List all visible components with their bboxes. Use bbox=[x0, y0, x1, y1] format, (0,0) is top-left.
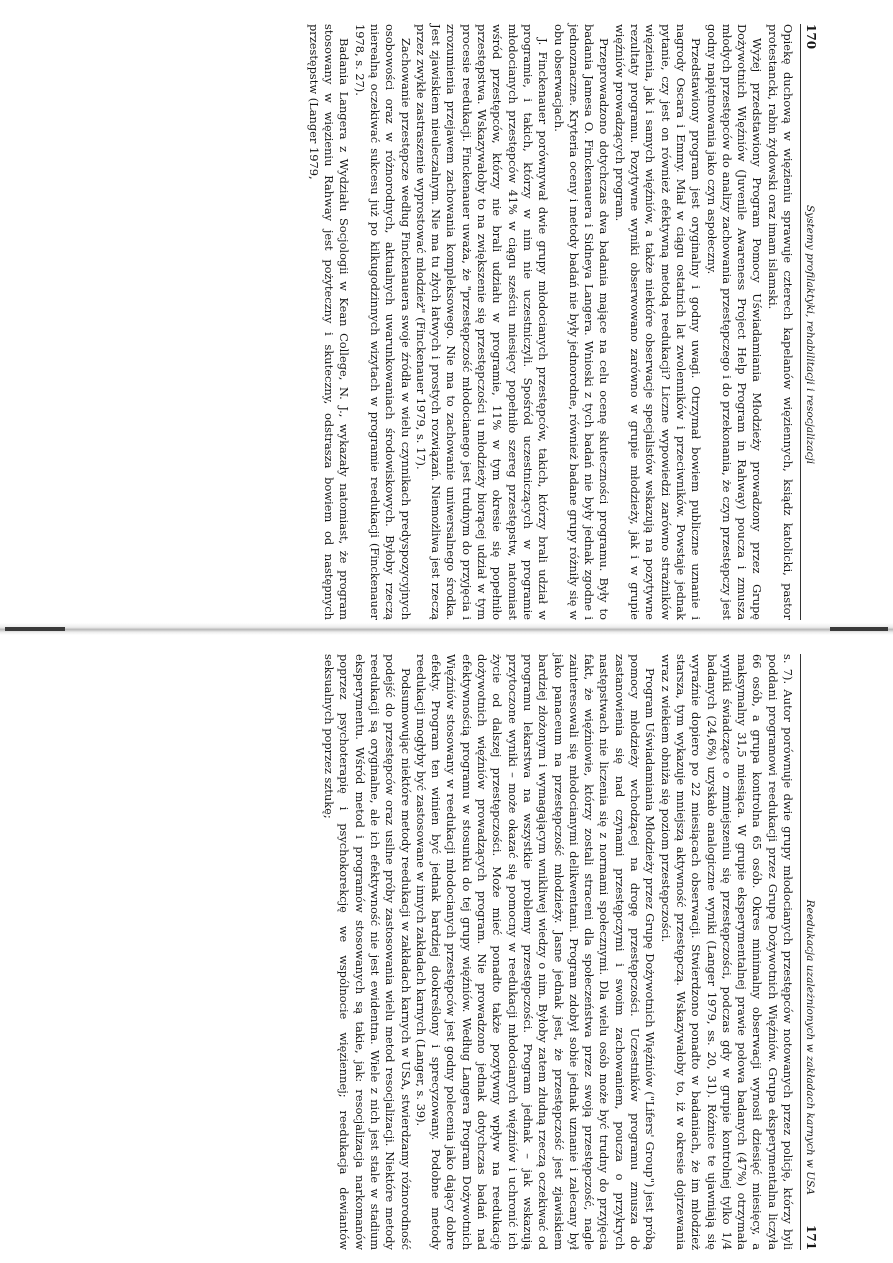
left-page-number: 170 bbox=[804, 24, 818, 50]
paragraph: J. Finckenauer porównywał dwie grupy młodocianych przestępców, takich, którzy brali udział w programie, i takich, którzy w nim nie uczestniczyli. Spośród uczestniczących w programie młodocianych przestępców 41% w ciągu sześciu miesięcy popełniło szereg przestępstw, natomiast wśród przestępców, którzy nie brali udziału w programie, 11% w tym okresie się popełniło przestępstwa. Wskazywałoby to na zwiększenie się przestępczości u młodzieży biorącej udział w tym procesie reedukacji. Finckenauer uważa, że "przestępczość młodocianego jest trudnym do przyjęcia i zrozumienia przejawem zachowania kompleksowego. Nie ma to zachowanie uniwersalnego środka. Jest zjawiskiem nieuleczalnym. Nie ma tu złych łatwych i prostych rozwiązań. Niemożliwa jest rzeczą przez zwykłe zastraszenie wyprostować młodzież" (Finckenauer 1979, s. 17). bbox=[413, 24, 551, 620]
right-running-header bbox=[800, 654, 818, 1250]
left-body-text bbox=[306, 24, 796, 620]
paragraph: Przedstawiony program jest oryginalny i godny uwagi. Otrzymał bowiem publiczne uznanie i nagrody Oscara i Emmy. Miał w ciągu ostatnich lat zwolenników i przeciwników. Powstaje jednak pytanie, czy jest on również efektywną metodą reedukacji? Liczne wypowiedzi zarówno strażników więzienia, jak i samych więźniów, a także niektóre obserwacje specjalistów wskazują na pozytywne rezultaty programu. Pozytywne wyniki obserwowano zarówno w grupie młodzieży, jak i w grupie więźniów prowadzących program. bbox=[612, 24, 704, 620]
page-fold bbox=[0, 623, 893, 635]
left-running-header bbox=[800, 24, 818, 620]
right-running-title: Reedukacja uzależnionych w zakładach karnych w USA bbox=[804, 899, 816, 1195]
paragraph: Podsumowując niektóre metody reedukacji w zakładach karnych w USA, stwierdzamy różnorodność podejść do przestępców oraz usilne próby zastosowania wielu metod resocjalizacji. Niektóre metody reedukacji są oryginalne, ale ich efektywność nie jest ewidentna. Wiele z nich jest stale w stadium eksperymentu. Wśród metod i programów stosowanych są takie, jak: resocjalizacja narkomanów poprzez psychoterapię i psychokorekcję we wspólnocie więziennej; reedukacja dewiantów seksualnych poprzez sztukę; bbox=[322, 654, 413, 1250]
fold-shadow bbox=[5, 627, 65, 631]
paragraph: Badania Langera z Wydziału Socjologii w Kean College, N. J., wykazały natomiast, że program stosowany w więzieniu Rahway jest pożyteczny i skuteczny, odstrasza bowiem od następnych przestępstw (Langer 1979, bbox=[306, 24, 352, 620]
left-running-title: Systemy profilaktyki, rehabilitacji i resocjalizacji bbox=[804, 204, 816, 465]
right-page bbox=[161, 642, 826, 1262]
paragraph: Przeprowadzono dotychczas dwa badania mające na celu ocenę skuteczności programu. Były to badania Jamesa O. Finckenauera i Sidneya Langera. Wnioski z tych badań nie były jednak zgodne i jednoznaczne. Kryteria oceny i metody badań nie były jednorodne, również badane grupy różniły się w obu obserwacjach. bbox=[551, 24, 612, 620]
right-page-number: 171 bbox=[804, 1224, 818, 1250]
fold-shadow bbox=[830, 627, 888, 631]
left-page bbox=[161, 12, 826, 632]
paragraph: Opiekę duchową w więzieniu sprawuje czterech kapelanów więziennych, ksiądz katolicki, pastor protestancki, rabin żydowski oraz imam islamski. bbox=[765, 24, 795, 620]
paragraph: Zachowanie przestępcze według Finckenauera swoje źródła w wielu czynnikach predyspozycyjnych osobowości oraz w różnorodnych, aktualnych uwarunkowaniach środowiskowych. Byłoby rzeczą nierealną oczekiwać sukcesu już po kilkugodzinnych wizytach w programie reedukacji (Finckenauer 1978, s. 27). bbox=[352, 24, 413, 620]
paragraph: Program Uświadamiania Młodzieży przez Grupę Dożywotnich Więźniów ("Lifers' Group") jest próbą pomocy młodzieży wchodzącej na drogę przestępczości. Uczestników programu zmusza do zastanowienia się nad czynami przestępczymi i swoim zachowaniem, poucza o przykrych następstwach nie liczenia się z normami społecznymi. Dla wielu osób może być trudny do przyjęcia fakt, że więźniowie, którzy zostali straceni dla społeczeństwa przez swoją przestępczość, nagle zainteresowali się młodocianymi delikwentami. Program zdobył sobie jednak uznanie i zalecany był jako panaceum na przestępczość młodzieży. Jasne jednak jest, że przestępczość jest zjawiskiem bardziej złożonym i wymagającym wnikliwej wiedzy o nim. Byłoby zatem złudną rzeczą oczekiwać od programu lekarstwa na wszystkie problemy przestępczości. Program jednak – jak wskazują przytoczone wyniki – może okazać się pomocny w reedukacji młodocianych więźniów i uchronić ich życie od dalszej przestępczości. Może mieć ponadto także pozytywny wpływ na reedukację dożywotnich więźniów prowadzących program. Nie prowadzono jednak dotychczas badań nad efektywnością programu w stosunku do tej grupy więźniów. Według Langera Program Dożywotnich Więźniów stosowany w reedukacji młodocianych przestępców jest godny polecenia jako dający dobre efekty. Program ten winien być jednak bardziej dookreślony i sprecyzowany. Podobne metody reedukacji mogłyby być zastosowane w innych zakładach karnych (Langer, s. 39). bbox=[413, 654, 658, 1250]
paragraph: Wyżej przedstawiony Program Pomocy Uświadamiania Młodzieży prowadzony przez Grupę Dożywotnich Więźniów (Juvenile Awareness Project Help Program in Rahway) poucza i zmusza młodych przestępców do analizy zachowania przestępczego i do przekonania, że czyn przestępczy jest godny napiętnowania jako czyn aspołeczny. bbox=[704, 24, 765, 620]
paragraph: s. 7). Autor porównuje dwie grupy młodocianych przestępców notowanych przez policję, którzy byli poddani programowi reedukacji przez Grupę Dożywotnich Więźniów. Grupa eksperymentalna liczyła 66 osób, a grupa kontrolna 65 osób. Okres minimalny obserwacji wynosił dziesięć miesięcy, a maksymalny 31,5 miesiąca. W grupie eksperymentalnej prawie połowa badanych (47%) otrzymała wyniki świadczące o zmniejszeniu się przestępczości, podczas gdy w grupie kontrolnej tylko 1/4 badanych (24,6%) uzyskało analogiczne wyniki (Langer 1979, ss. 20, 31). Różnice te ujawniają się wyraźnie dopiero po 22 miesiącach obserwacji. Stwierdzono ponadto w badaniach, że im młodzież starsza, tym wykazuje mniejszą aktywność przestępczą. Wskazywałoby to, iż w okresie dojrzewania wraz z wiekiem obniża się poziom przestępczości. bbox=[658, 654, 795, 1250]
right-body-text bbox=[321, 654, 795, 1250]
